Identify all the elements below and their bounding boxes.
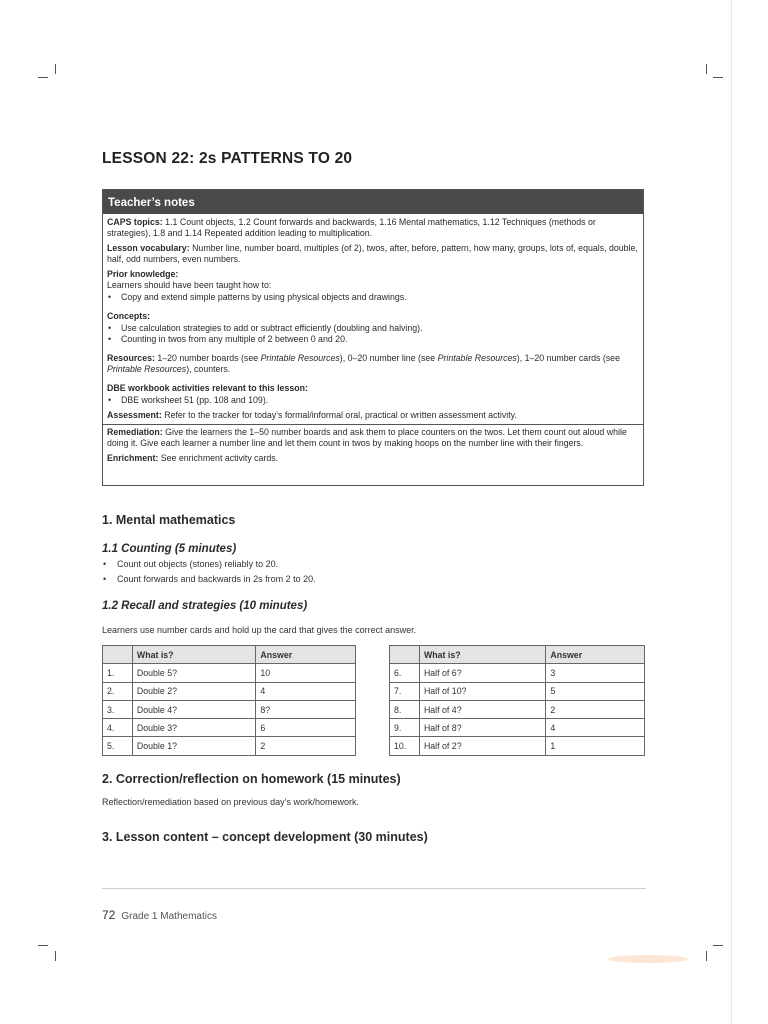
column-header: What is?	[419, 646, 545, 664]
prior-knowledge-intro: Learners should have been taught how to:	[107, 280, 272, 290]
dbe-label: DBE workbook activities relevant to this lesson:	[107, 383, 308, 393]
lesson-vocabulary: Lesson vocabulary: Number line, number board, multiples (of 2), twos, after, before, pattern, how many, groups, lots of, equals, double, half, odd numbers, even numbers.	[107, 243, 638, 264]
subsection-counting: 1.1 Counting (5 minutes)	[102, 543, 237, 555]
crop-mark	[38, 945, 48, 946]
table-row: 3. Double 4? 8?	[103, 700, 356, 718]
prior-knowledge-label: Prior knowledge:	[107, 269, 179, 279]
table-header-row	[103, 646, 356, 664]
list-item: • Counting in twos from any multiple of 2 between 0 and 20.	[107, 334, 638, 345]
dbe-list	[107, 395, 638, 406]
table-row: 6. Half of 6? 3	[390, 664, 645, 682]
table-row: 10. Half of 2? 1	[390, 737, 645, 755]
table-row: 1. Double 5? 10	[103, 664, 356, 682]
concepts-list	[107, 323, 638, 345]
column-header: Answer	[256, 646, 356, 664]
scan-smudge	[608, 955, 688, 963]
page-edge	[731, 0, 732, 1024]
crop-mark	[38, 77, 48, 78]
concepts-label: Concepts:	[107, 311, 151, 321]
book-title: Grade 1 Mathematics	[121, 911, 217, 922]
table-row: 5. Double 1? 2	[103, 737, 356, 755]
table-header-row	[390, 646, 645, 664]
caps-topics: CAPS topics: 1.1 Count objects, 1.2 Count forwards and backwards, 1.16 Mental mathematics, 1.12 Techniques (methods or strategies), 1.8 and 1.14 Repeated addition leading to multiplication.	[107, 217, 596, 238]
crop-mark	[55, 951, 56, 961]
column-header	[390, 646, 420, 664]
section-lesson-content: 3. Lesson content – concept development (30 minutes)	[102, 830, 428, 844]
table-row: 4. Double 3? 6	[103, 719, 356, 737]
column-header: What is?	[132, 646, 255, 664]
lesson-title: LESSON 22: 2s PATTERNS TO 20	[102, 150, 353, 167]
half-table	[389, 645, 645, 756]
enrichment: Enrichment: See enrichment activity cards.	[107, 453, 279, 463]
crop-mark	[706, 64, 707, 74]
teachers-notes-box	[102, 189, 644, 486]
section-mental-mathematics: 1. Mental mathematics	[102, 513, 236, 527]
list-item: • Use calculation strategies to add or subtract efficiently (doubling and halving).	[107, 323, 638, 334]
crop-mark	[55, 64, 56, 74]
counting-list	[102, 557, 316, 586]
column-header: Answer	[546, 646, 645, 664]
column-header	[103, 646, 133, 664]
teachers-notes-heading: Teacher’s notes	[103, 190, 643, 214]
crop-mark	[706, 951, 707, 961]
list-item: • Copy and extend simple patterns by using physical objects and drawings.	[107, 292, 638, 303]
remediation: Remediation: Give the learners the 1–50 number boards and ask them to place counters on the twos. Let them count out aloud while doing it. Give each learner a number line and let them count in twos by making hoops on the number line with their fingers.	[107, 427, 627, 448]
list-item: • Count out objects (stones) reliably to 20.	[102, 557, 316, 572]
prior-knowledge-list	[107, 292, 638, 303]
double-table	[102, 645, 356, 756]
table-row: 9. Half of 8? 4	[390, 719, 645, 737]
recall-intro: Learners use number cards and hold up the card that gives the correct answer.	[102, 625, 417, 635]
crop-mark	[713, 945, 723, 946]
page-number: 72	[102, 908, 116, 922]
footer-rule	[102, 888, 646, 889]
subsection-recall: 1.2 Recall and strategies (10 minutes)	[102, 600, 308, 612]
crop-mark	[713, 77, 723, 78]
list-item: • DBE worksheet 51 (pp. 108 and 109).	[107, 395, 638, 406]
teachers-notes-body	[103, 214, 643, 464]
table-row: 7. Half of 10? 5	[390, 682, 645, 700]
resources: Resources: 1–20 number boards (see Printable Resources), 0–20 number line (see Printable Resources), 1–20 number cards (see Printable Resources), counters.	[107, 353, 620, 374]
section-correction-reflection: 2. Correction/reflection on homework (15 minutes)	[102, 772, 401, 786]
table-row: 2. Double 2? 4	[103, 682, 356, 700]
notes-divider	[103, 424, 643, 425]
list-item: • Count forwards and backwards in 2s from 2 to 20.	[102, 572, 316, 587]
assessment: Assessment: Refer to the tracker for today’s formal/informal oral, practical or written assessment activity.	[107, 410, 517, 420]
table-row: 8. Half of 4? 2	[390, 700, 645, 718]
reflection-text: Reflection/remediation based on previous day’s work/homework.	[102, 797, 359, 807]
page-footer	[102, 908, 217, 922]
